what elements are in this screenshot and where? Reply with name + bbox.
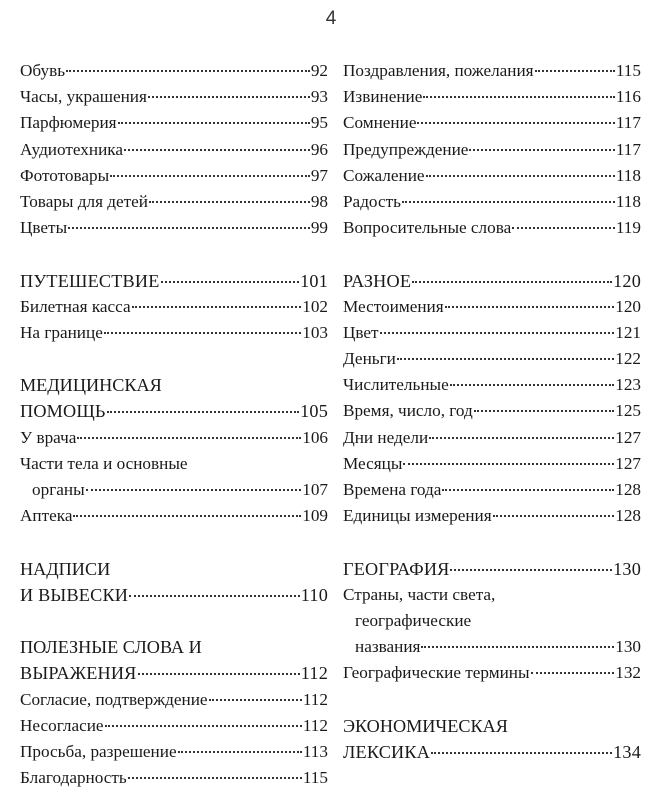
toc-entry-agreement[interactable] bbox=[20, 687, 328, 713]
toc-entry-joy[interactable] bbox=[343, 189, 641, 215]
toc-entry-label: Местоимения bbox=[343, 296, 444, 316]
dot-leader bbox=[86, 489, 302, 491]
toc-entry-page: 132 bbox=[615, 663, 641, 683]
dot-leader bbox=[431, 752, 612, 754]
toc-entry-page: 130 bbox=[613, 558, 641, 579]
toc-entry-page: 115 bbox=[302, 768, 328, 788]
toc-entry-label: Благодарность bbox=[20, 768, 127, 788]
dot-leader bbox=[132, 306, 302, 308]
toc-section-label: И ВЫВЕСКИ bbox=[20, 584, 129, 605]
toc-entry-gratitude[interactable] bbox=[20, 765, 328, 791]
toc-left-column bbox=[20, 58, 328, 791]
toc-entry-label: Вопросительные слова bbox=[343, 218, 512, 238]
dot-leader bbox=[66, 70, 310, 72]
toc-entry-page: 128 bbox=[615, 480, 641, 499]
toc-right-column bbox=[343, 58, 641, 765]
toc-entry-page: 119 bbox=[615, 218, 641, 238]
toc-entry-page: 97 bbox=[310, 165, 328, 185]
toc-entry-warning[interactable] bbox=[343, 137, 641, 163]
toc-entry-seasons[interactable] bbox=[343, 477, 641, 503]
dot-leader bbox=[474, 410, 614, 412]
toc-entry-ticket-office[interactable] bbox=[20, 294, 328, 320]
toc-section-useful-line1: ПОЛЕЗНЫЕ СЛОВА И bbox=[20, 637, 202, 658]
dot-leader bbox=[442, 489, 614, 491]
toc-section-label: ВЫРАЖЕНИЯ bbox=[20, 663, 137, 684]
toc-entry-page: 123 bbox=[615, 375, 641, 395]
toc-entry-label: Просьба, разрешение bbox=[20, 741, 177, 761]
toc-entry-disagreement[interactable] bbox=[20, 713, 328, 739]
toc-entry-page: 121 bbox=[615, 322, 641, 342]
toc-entry-page: 99 bbox=[310, 218, 328, 238]
dot-leader bbox=[118, 122, 310, 124]
toc-entry-page: 134 bbox=[613, 741, 641, 762]
toc-entry-page: 118 bbox=[615, 191, 641, 211]
dot-leader bbox=[535, 70, 615, 72]
toc-entry-audio[interactable] bbox=[20, 137, 328, 163]
toc-entry-units[interactable] bbox=[343, 503, 641, 529]
dot-leader bbox=[531, 672, 615, 674]
toc-section-signs[interactable] bbox=[20, 582, 328, 608]
section-gap bbox=[20, 241, 328, 267]
toc-entry-page: 110 bbox=[300, 584, 328, 605]
dot-leader bbox=[397, 358, 614, 360]
page-number: 4 bbox=[325, 8, 337, 29]
toc-entry-months[interactable] bbox=[343, 451, 641, 477]
toc-section-label: ПОМОЩЬ bbox=[20, 401, 106, 422]
toc-entry-page: 118 bbox=[615, 165, 641, 185]
toc-entry-numerals[interactable] bbox=[343, 372, 641, 398]
toc-entry-label: У врача bbox=[20, 427, 77, 447]
toc-section-label: ЛЕКСИКА bbox=[343, 741, 431, 762]
toc-entry-page: 117 bbox=[615, 113, 641, 133]
toc-entry-body-parts-line1: Части тела и основные bbox=[20, 453, 188, 473]
toc-entry-label: Билетная касса bbox=[20, 296, 131, 316]
dot-leader bbox=[129, 595, 300, 597]
toc-entry-label: Обувь bbox=[20, 61, 66, 80]
toc-entry-pharmacy[interactable] bbox=[20, 503, 328, 529]
dot-leader bbox=[68, 227, 310, 229]
dot-leader bbox=[450, 384, 615, 386]
toc-entry-page: 125 bbox=[615, 401, 641, 421]
toc-entry-page: 113 bbox=[302, 741, 328, 761]
toc-entry-page: 101 bbox=[300, 270, 328, 291]
toc-entry-money[interactable] bbox=[343, 346, 641, 372]
toc-entry-label: Часы, украшения bbox=[20, 87, 147, 107]
toc-entry-page: 116 bbox=[615, 87, 641, 107]
toc-entry-label: Сомнение bbox=[343, 113, 417, 133]
toc-entry-page: 120 bbox=[613, 270, 641, 291]
toc-section-label: ПУТЕШЕСТВИЕ bbox=[20, 270, 160, 291]
dot-leader bbox=[380, 332, 615, 334]
toc-entry-label: Согласие, подтверждение bbox=[20, 689, 208, 709]
toc-section-travel[interactable] bbox=[20, 268, 328, 294]
toc-entry-page: 106 bbox=[302, 427, 328, 447]
toc-entry-label: Времена года bbox=[343, 480, 442, 499]
toc-entry-countries-line1: Страны, части света, bbox=[343, 584, 496, 604]
toc-entry-page: 127 bbox=[615, 453, 641, 473]
toc-section-useful[interactable] bbox=[20, 660, 328, 686]
toc-entry-time-date-year[interactable] bbox=[343, 398, 641, 424]
toc-entry-page: 98 bbox=[310, 191, 328, 211]
dot-leader bbox=[423, 96, 614, 98]
toc-entry-page: 103 bbox=[302, 322, 328, 342]
toc-entry-label: Несогласие bbox=[20, 715, 104, 735]
toc-entry-page: 122 bbox=[615, 349, 641, 369]
dot-leader bbox=[469, 149, 614, 151]
dot-leader bbox=[417, 122, 614, 124]
toc-entry-label: Аудиотехника bbox=[20, 139, 123, 159]
dot-leader bbox=[107, 411, 300, 413]
toc-entry-geo-terms[interactable] bbox=[343, 660, 641, 686]
toc-entry-flowers[interactable] bbox=[20, 215, 328, 241]
dot-leader bbox=[429, 437, 614, 439]
dot-leader bbox=[178, 751, 302, 753]
toc-entry-page: 115 bbox=[615, 61, 641, 80]
toc-entry-countries-line2: географические bbox=[355, 610, 472, 630]
toc-entry-label: Парфюмерия bbox=[20, 113, 117, 133]
dot-leader bbox=[209, 699, 302, 701]
toc-entry-shoes[interactable] bbox=[20, 58, 328, 84]
toc-section-geography[interactable] bbox=[343, 556, 641, 582]
dot-leader bbox=[450, 569, 612, 571]
toc-entry-label: Географические термины bbox=[343, 663, 530, 683]
toc-entry-label: Предупреждение bbox=[343, 139, 469, 159]
toc-entry-weekdays[interactable] bbox=[343, 425, 641, 451]
toc-entry-congratulations[interactable] bbox=[343, 58, 641, 84]
toc-entry-color[interactable] bbox=[343, 320, 641, 346]
toc-entry-countries[interactable] bbox=[343, 634, 641, 660]
toc-entry-page: 127 bbox=[615, 427, 641, 447]
toc-entry-photo[interactable] bbox=[20, 163, 328, 189]
dot-leader bbox=[138, 673, 300, 675]
dot-leader bbox=[104, 332, 301, 334]
toc-entry-page: 93 bbox=[310, 87, 328, 107]
toc-entry-label: Дни недели bbox=[343, 427, 429, 447]
toc-entry-label: На границе bbox=[20, 322, 103, 342]
dot-leader bbox=[445, 306, 615, 308]
toc-entry-page: 96 bbox=[310, 139, 328, 159]
dot-leader bbox=[426, 175, 615, 177]
toc-entry-page: 102 bbox=[302, 296, 328, 316]
toc-section-medical-line1: МЕДИЦИНСКАЯ bbox=[20, 375, 162, 396]
toc-entry-page: 92 bbox=[310, 61, 328, 80]
toc-entry-page: 120 bbox=[615, 296, 641, 316]
toc-entry-page: 130 bbox=[615, 637, 641, 657]
toc-entry-label: Аптека bbox=[20, 506, 73, 526]
toc-section-label: РАЗНОЕ bbox=[343, 270, 412, 291]
dot-leader bbox=[421, 646, 614, 648]
section-gap bbox=[343, 241, 641, 267]
toc-entry-page: 112 bbox=[302, 715, 328, 735]
dot-leader bbox=[148, 96, 310, 98]
toc-entry-label: Время, число, год bbox=[343, 401, 473, 421]
toc-entry-label: Сожаление bbox=[343, 165, 425, 185]
toc-entry-page: 107 bbox=[302, 480, 328, 499]
toc-entry-border[interactable] bbox=[20, 320, 328, 346]
toc-entry-label: Цвет bbox=[343, 322, 379, 342]
section-gap bbox=[20, 529, 328, 555]
toc-entry-kids-goods[interactable] bbox=[20, 189, 328, 215]
dot-leader bbox=[77, 437, 301, 439]
toc-section-medical[interactable] bbox=[20, 398, 328, 424]
toc-entry-doctor[interactable] bbox=[20, 425, 328, 451]
toc-entry-label: Поздравления, пожелания bbox=[343, 61, 534, 80]
toc-entry-label: Месяцы bbox=[343, 453, 403, 473]
dot-leader bbox=[402, 201, 615, 203]
toc-entry-label: органы bbox=[32, 480, 85, 499]
toc-entry-label: Деньги bbox=[343, 349, 396, 369]
toc-section-economic-line1: ЭКОНОМИЧЕСКАЯ bbox=[343, 715, 508, 736]
dot-leader bbox=[161, 281, 300, 283]
toc-entry-label: Извинение bbox=[343, 87, 423, 107]
toc-entry-page: 112 bbox=[302, 689, 328, 709]
toc-section-label: ГЕОГРАФИЯ bbox=[343, 558, 450, 579]
toc-entry-page: 112 bbox=[300, 663, 328, 684]
dot-leader bbox=[412, 281, 612, 283]
dot-leader bbox=[403, 463, 614, 465]
toc-entry-label: Единицы измерения bbox=[343, 506, 492, 526]
dot-leader bbox=[110, 175, 310, 177]
dot-leader bbox=[493, 515, 615, 517]
toc-entry-watches-jewelry[interactable] bbox=[20, 84, 328, 110]
toc-entry-apology[interactable] bbox=[343, 84, 641, 110]
toc-section-signs-line1: НАДПИСИ bbox=[20, 558, 111, 579]
toc-entry-perfume[interactable] bbox=[20, 110, 328, 136]
toc-entry-page: 105 bbox=[300, 401, 328, 422]
dot-leader bbox=[512, 227, 615, 229]
toc-section-economic[interactable] bbox=[343, 739, 641, 765]
toc-section-misc[interactable] bbox=[343, 268, 641, 294]
dot-leader bbox=[124, 149, 310, 151]
toc-entry-label: Радость bbox=[343, 191, 401, 211]
dot-leader bbox=[128, 777, 302, 779]
dot-leader bbox=[105, 725, 302, 727]
toc-entry-page: 117 bbox=[615, 139, 641, 159]
section-gap bbox=[343, 687, 641, 713]
toc-entry-label: Числительные bbox=[343, 375, 449, 395]
toc-entry-page: 95 bbox=[310, 113, 328, 133]
toc-entry-doubt[interactable] bbox=[343, 110, 641, 136]
toc-entry-page: 128 bbox=[615, 506, 641, 526]
section-gap bbox=[343, 529, 641, 555]
section-gap bbox=[20, 608, 328, 634]
toc-entry-pronouns[interactable] bbox=[343, 294, 641, 320]
dot-leader bbox=[73, 515, 301, 517]
section-gap bbox=[20, 346, 328, 372]
toc-entry-label: Фототовары bbox=[20, 165, 110, 185]
toc-entry-request[interactable] bbox=[20, 739, 328, 765]
toc-entry-page: 109 bbox=[302, 506, 328, 526]
dot-leader bbox=[149, 201, 310, 203]
toc-entry-regret[interactable] bbox=[343, 163, 641, 189]
toc-entry-label: названия bbox=[355, 637, 421, 657]
toc-entry-label: Товары для детей bbox=[20, 191, 148, 211]
toc-entry-label: Цветы bbox=[20, 218, 68, 238]
toc-entry-body-parts[interactable] bbox=[20, 477, 328, 503]
toc-entry-question-words[interactable] bbox=[343, 215, 641, 241]
